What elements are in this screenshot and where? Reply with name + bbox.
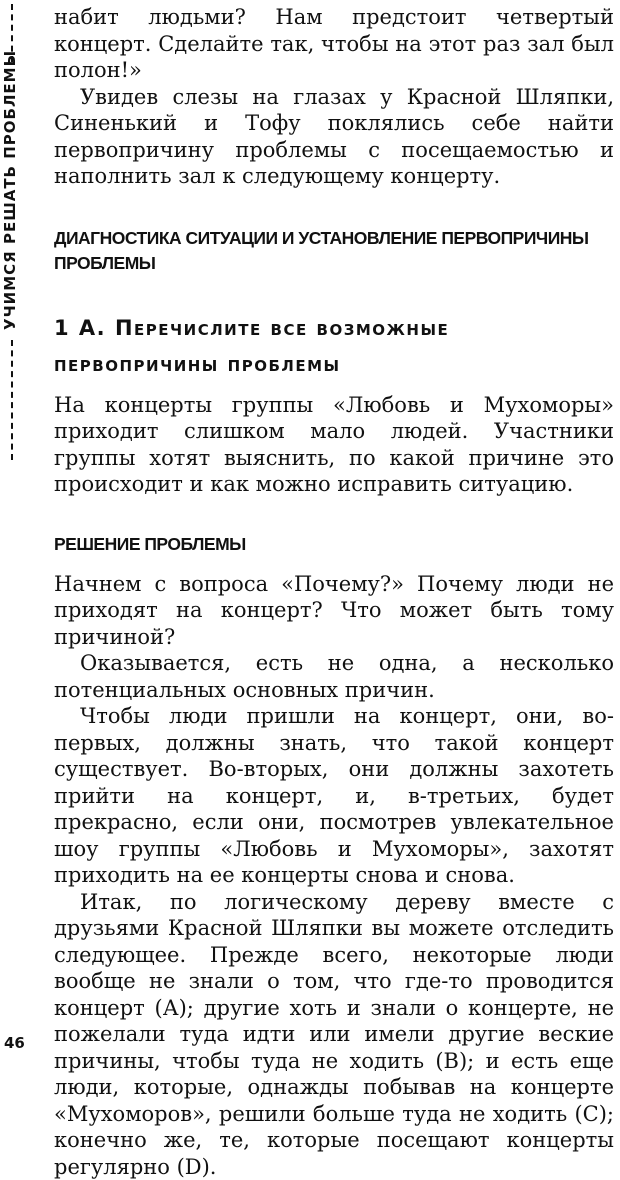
paragraph-solution-1: Начнем с вопроса «Почему?» Почему люди не приходят на концерт? Что может быть тому причиной? — [54, 571, 614, 651]
paragraph-intro-1: набит людьми? Нам предстоит четвертый концерт. Сделайте так, чтобы на этот раз зал был полон!» — [54, 4, 614, 84]
sidebar-dash-bottom — [11, 340, 15, 460]
page-number: 46 — [4, 1034, 25, 1052]
paragraph-solution-3: Чтобы люди пришли на концерт, они, во-первых, должны знать, что такой концерт существует. Во-вторых, они должны захотеть прийти на концерт, и, в-третьих, будет прекрасно, если они, посмотрев увлекательное шоу группы «Любовь и Мухоморы», захотят приходить на ее концерты снова и снова. — [54, 703, 614, 889]
heading-solution: РЕШЕНИЕ ПРОБЛЕМЫ — [54, 532, 614, 557]
page-body — [54, 4, 614, 1180]
running-title-sidebar — [0, 0, 26, 470]
heading-step-1a: 1 А. Перечислите все возможные первопричины проблемы — [54, 310, 614, 382]
running-title: УЧИМСЯ РЕШАТЬ ПРОБЛЕМЫ — [1, 70, 19, 330]
paragraph-solution-4: Итак, по логическому дереву вместе с друзьями Красной Шляпки вы можете отследить следующее. Прежде всего, некоторые люди вообще не знали о том, что где-то проводится концерт (А); другие хоть и знали о концерте, не пожелали туда идти или имели другие веские причины, чтобы туда не ходить (В); и есть еще люди, которые, однажды побывав на концерте «Мухоморов», решили больше туда не ходить (С); конечно же, те, которые посещают концерты регулярно (D). — [54, 889, 614, 1180]
heading-diagnostics: ДИАГНОСТИКА СИТУАЦИИ И УСТАНОВЛЕНИЕ ПЕРВОПРИЧИНЫ ПРОБЛЕМЫ — [54, 226, 614, 276]
paragraph-task: На концерты группы «Любовь и Мухоморы» приходит слишком мало людей. Участники группы хотят выяснить, по какой причине это происходит и как можно исправить ситуацию. — [54, 392, 614, 498]
paragraph-intro-2: Увидев слезы на глазах у Красной Шляпки, Синенький и Тофу поклялись себе найти первопричину проблемы с посещаемостью и наполнить зал к следующему концерту. — [54, 84, 614, 190]
paragraph-solution-2: Оказывается, есть не одна, а несколько потенциальных основных причин. — [54, 650, 614, 703]
